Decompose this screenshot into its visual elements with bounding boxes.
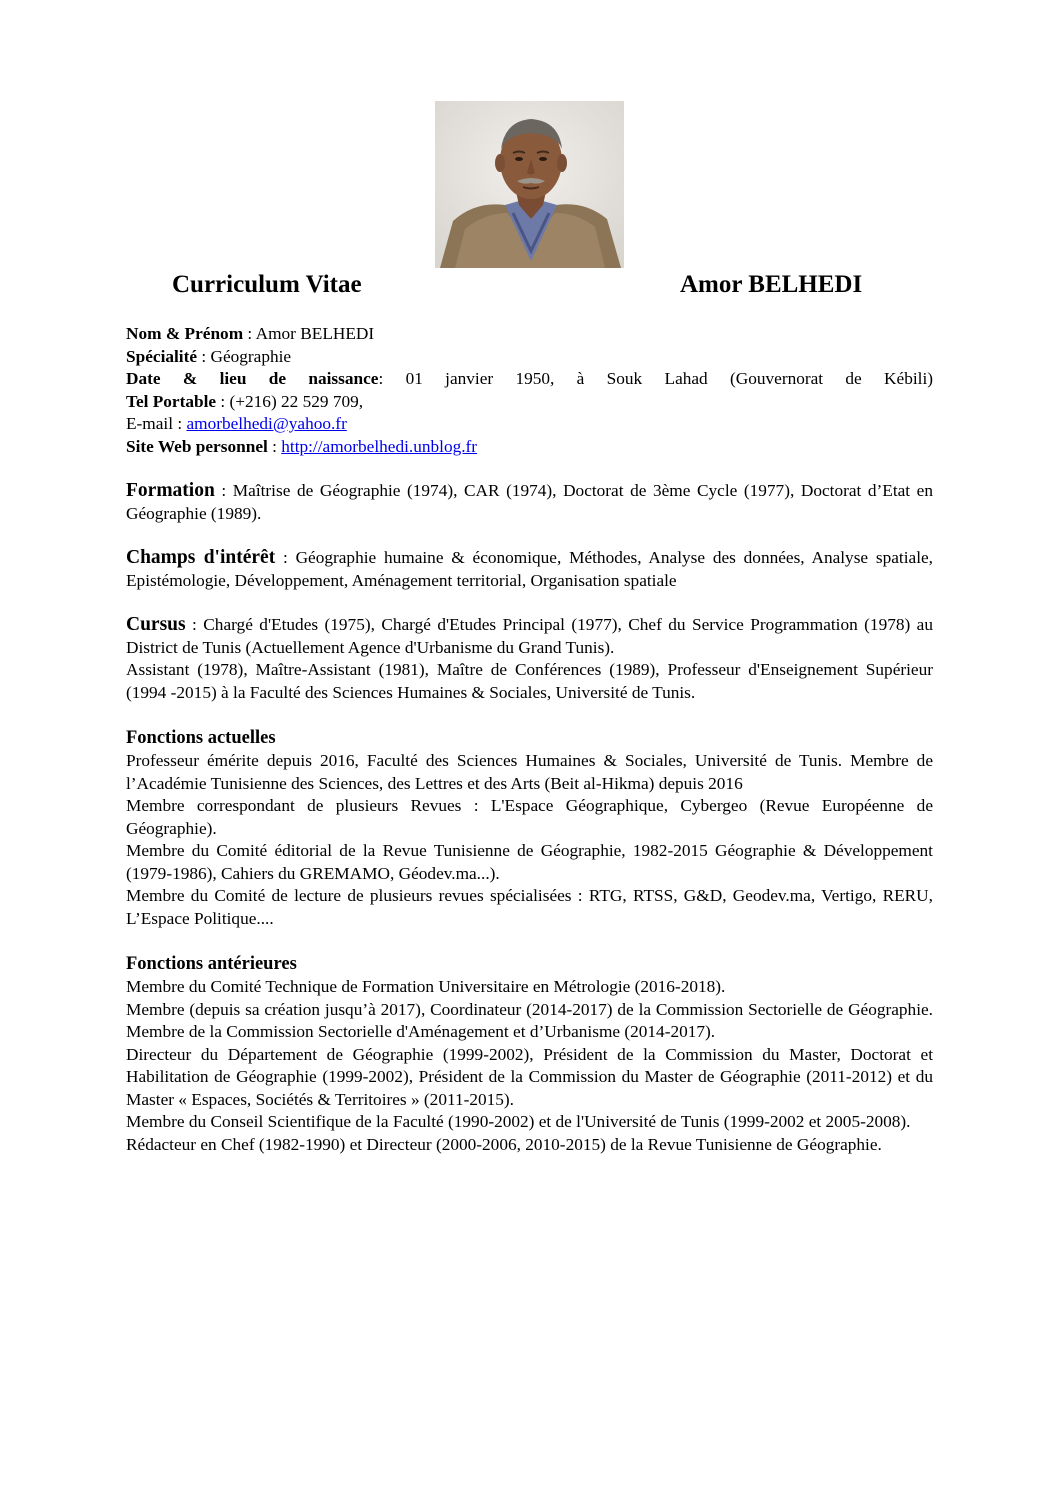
current-function-item: Membre correspondant de plusieurs Revues : L'Espace Géographique, Cybergeo (Revue Européenne de Géographie). <box>126 796 933 838</box>
cursus-text: : Chargé d'Etudes (1975), Chargé d'Etudes Principal (1977), Chef du Service Programmation (1978) au District de Tunis (Actuellement Agence d'Urbanisme du Grand Tunis). <box>126 615 933 657</box>
portrait-illustration <box>435 101 624 268</box>
birth-label: Date & lieu de naissance <box>126 369 379 388</box>
specialty-label: Spécialité <box>126 346 198 366</box>
website-link[interactable]: http://amorbelhedi.unblog.fr <box>281 436 478 456</box>
current-functions-heading: Fonctions actuelles <box>126 728 276 748</box>
phone-value: : (+216) 22 529 709, <box>216 391 364 411</box>
email-line <box>126 413 933 436</box>
phone-line <box>126 391 933 414</box>
cursus-paragraph <box>126 614 933 659</box>
previous-function-item: Directeur du Département de Géographie (1999-2002), Président de la Commission du Master, Doctorat et Habilitation de Géographie (1999-2002), Président de la Commission du Master de Géographie (2011-2012) et du Master « Espaces, Sociétés & Territoires » (2011-2015). <box>126 1044 933 1109</box>
formation-label: Formation <box>126 480 215 501</box>
cursus-paragraph-2: Assistant (1978), Maître-Assistant (1981), Maître de Conférences (1989), Professeur d'Enseignement Supérieur (1994 -2015) à la Faculté des Sciences Humaines & Sociales, Université de Tunis. <box>126 660 933 702</box>
formation-text: : Maîtrise de Géographie (1974), CAR (1974), Doctorat de 3ème Cycle (1977), Doctorat d’Etat en Géographie (1989). <box>126 481 933 523</box>
birth-value: : 01 janvier 1950, à Souk Lahad (Gouvernorat de Kébili) <box>378 369 933 388</box>
previous-function-item: Rédacteur en Chef (1982-1990) et Directeur (2000-2006, 2010-2015) de la Revue Tunisienne de Géographie. <box>126 1134 882 1154</box>
previous-function-item: Membre du Conseil Scientifique de la Faculté (1990-2002) et de l'Université de Tunis (1999-2002 et 2005-2008). <box>126 1112 911 1131</box>
current-function-item: Membre du Comité de lecture de plusieurs revues spécialisées : RTG, RTSS, G&D, Geodev.ma, Vertigo, RERU, L’Espace Politique.... <box>126 886 933 928</box>
website-sep: : <box>267 436 282 456</box>
website-line <box>126 436 933 459</box>
previous-function-item: Membre du Comité Technique de Formation Universitaire en Métrologie (2016-2018). <box>126 977 726 996</box>
birth-line <box>126 368 933 391</box>
formation-paragraph <box>126 480 933 525</box>
person-name-title: Amor BELHEDI <box>680 271 863 298</box>
phone-label: Tel Portable <box>126 391 217 411</box>
cv-body <box>126 323 933 1156</box>
email-link[interactable]: amorbelhedi@yahoo.fr <box>186 414 347 433</box>
interests-paragraph <box>126 547 933 592</box>
specialty-line <box>126 346 933 369</box>
current-function-item: Membre du Comité éditorial de la Revue Tunisienne de Géographie, 1982-2015 Géographie & Développement (1979-1986), Cahiers du GREMAMO, Géodev.ma...). <box>126 841 933 883</box>
name-line <box>126 323 933 346</box>
portrait-photo <box>435 101 624 268</box>
previous-function-item: Membre (depuis sa création jusqu’à 2017), Coordinateur (2014-2017) de la Commission Sectorielle de Géographie. Membre de la Commission Sectorielle d'Aménagement et d’Urbanisme (2014-2017). <box>126 999 933 1041</box>
name-value: : Amor BELHEDI <box>243 324 375 343</box>
website-label: Site Web personnel <box>126 436 268 456</box>
current-function-item: Professeur émérite depuis 2016, Faculté des Sciences Humaines & Sociales, Université de Tunis. Membre de l’Académie Tunisienne des Sciences, des Lettres et des Arts (Beit al-Hikma) depuis 2016 <box>126 751 933 793</box>
name-label: Nom & Prénom <box>126 324 244 343</box>
specialty-value: : Géographie <box>197 346 292 366</box>
previous-functions-heading: Fonctions antérieures <box>126 954 297 974</box>
cursus-label: Cursus <box>126 614 186 635</box>
interests-text: : Géographie humaine & économique, Méthodes, Analyse des données, Analyse spatiale, Epistémologie, Développement, Aménagement territorial, Organisation spatiale <box>126 548 933 590</box>
email-label: E-mail : <box>126 414 187 433</box>
cv-title: Curriculum Vitae <box>172 271 362 298</box>
interests-label: Champs d'intérêt <box>126 547 276 568</box>
